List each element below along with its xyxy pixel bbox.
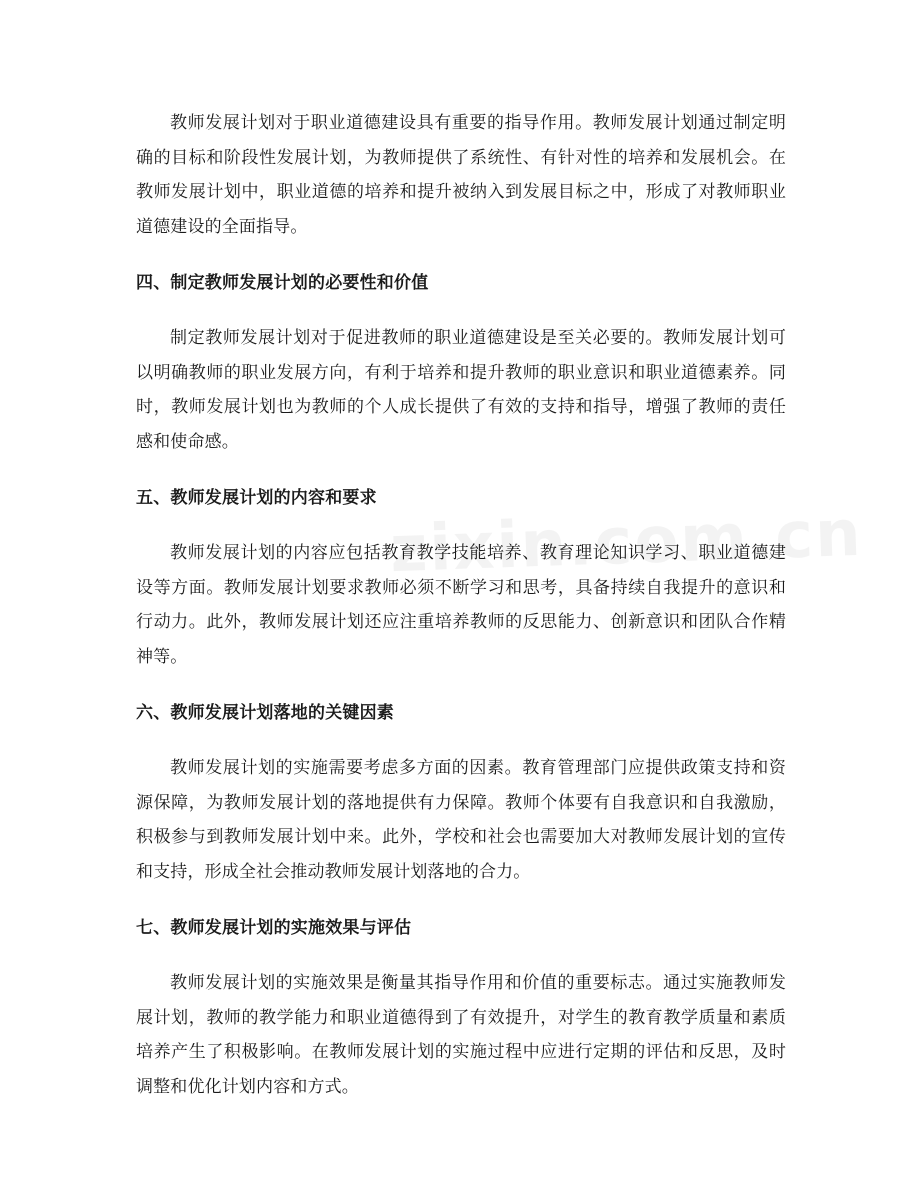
document-page bbox=[136, 106, 786, 1104]
section-7-paragraph: 教师发展计划的实施效果是衡量其指导作用和价值的重要标志。通过实施教师发展计划，教师的教学能力和职业道德得到了有效提升，对学生的教育教学质量和素质培养产生了积极影响。在教师发展计划的实施过程中应进行定期的评估和反思，及时调整和优化计划内容和方式。 bbox=[136, 973, 786, 1097]
intro-paragraph: 教师发展计划对于职业道德建设具有重要的指导作用。教师发展计划通过制定明确的目标和阶段性发展计划，为教师提供了系统性、有针对性的培养和发展机会。在教师发展计划中，职业道德的培养和提升被纳入到发展目标之中，形成了对教师职业道德建设的全面指导。 bbox=[136, 113, 786, 237]
section-5-heading: 五、教师发展计划的内容和要求 bbox=[136, 488, 377, 508]
section-6-heading: 六、教师发展计划落地的关键因素 bbox=[136, 703, 394, 723]
section-7-heading: 七、教师发展计划的实施效果与评估 bbox=[136, 918, 412, 938]
section-4-heading: 四、制定教师发展计划的必要性和价值 bbox=[136, 273, 429, 293]
section-5-paragraph: 教师发展计划的内容应包括教育教学技能培养、教育理论知识学习、职业道德建设等方面。教师发展计划要求教师必须不断学习和思考，具备持续自我提升的意识和行动力。此外，教师发展计划还应注重培养教师的反思能力、创新意识和团队合作精神等。 bbox=[136, 543, 786, 667]
section-6-paragraph: 教师发展计划的实施需要考虑多方面的因素。教育管理部门应提供政策支持和资源保障，为教师发展计划的落地提供有力保障。教师个体要有自我意识和自我激励，积极参与到教师发展计划中来。此外，学校和社会也需要加大对教师发展计划的宣传和支持，形成全社会推动教师发展计划落地的合力。 bbox=[136, 758, 786, 882]
section-4-paragraph: 制定教师发展计划对于促进教师的职业道德建设是至关必要的。教师发展计划可以明确教师的职业发展方向，有利于培养和提升教师的职业意识和职业道德素养。同时，教师发展计划也为教师的个人成长提供了有效的支持和指导，增强了教师的责任感和使命感。 bbox=[136, 328, 786, 452]
